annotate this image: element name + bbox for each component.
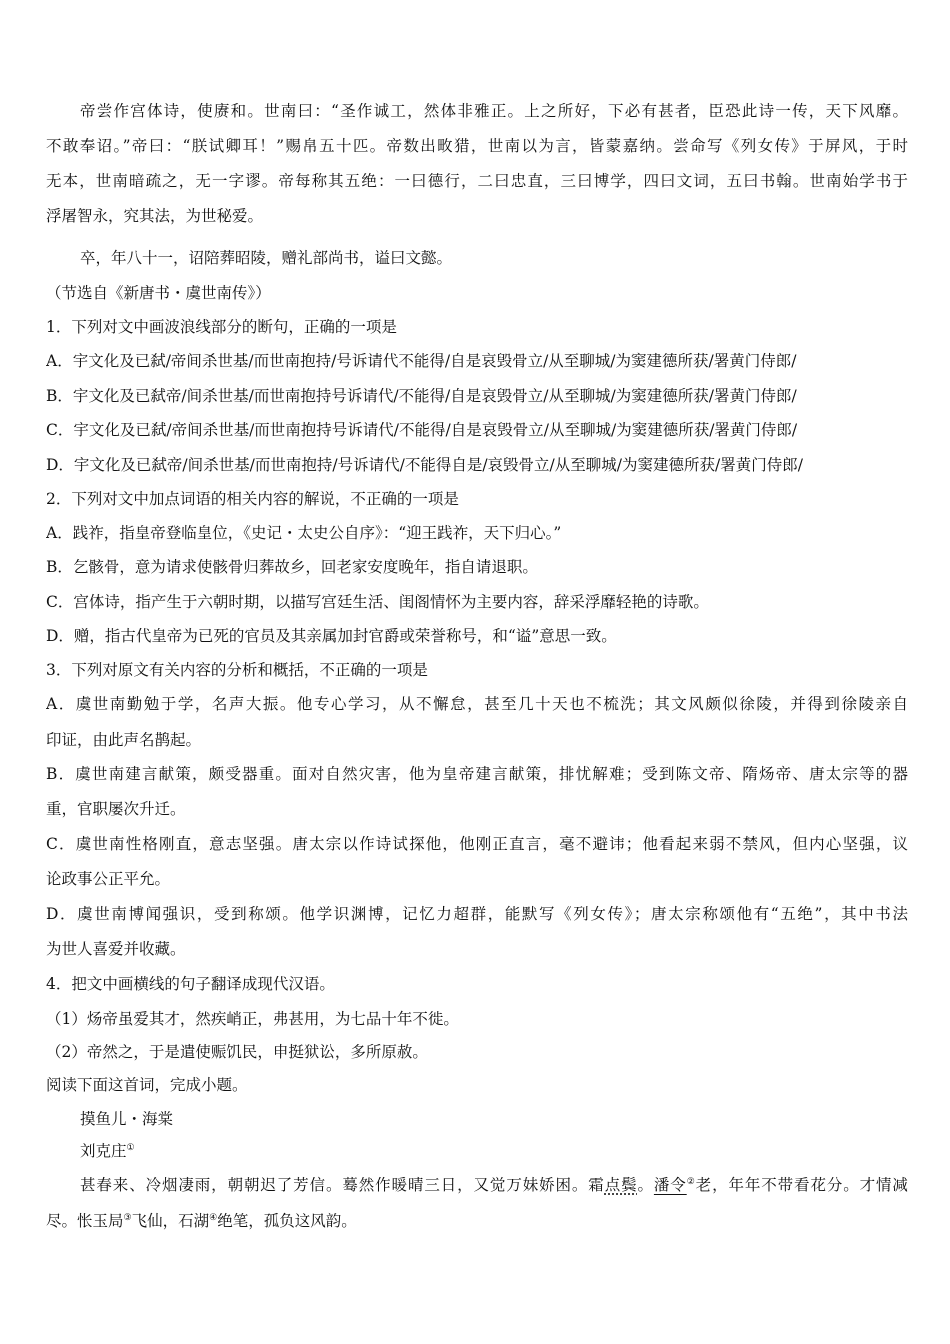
q1-option-c: C．宇文化及已弑/帝间杀世基/而世南抱持号诉请代/不能得/自是哀毁骨立/从至聊城/为窦建德所获/署黄门侍郎/ [46,421,798,439]
poem-text: 老，年年不带看花分。才情减 [695,1176,908,1194]
passage-source: （节选自《新唐书・虞世南传》） [46,284,271,302]
q2-option-d: D．赠，指古代皇帝为已死的官员及其亲属加封官爵或荣誉称号，和“谥”意思一致。 [46,627,617,645]
q1-option-a: A．宇文化及已弑/帝间杀世基/而世南抱持/号诉请代不能得/自是哀毁骨立/从至聊城/为窦建德所获/署黄门侍郎/ [46,352,797,370]
q3-option-a-cont: 印证，由此声名鹊起。 [46,731,202,749]
q3-option-a: A．虞世南勤勉于学，名声大振。他专心学习，从不懈怠，甚至几十天也不梳洗；其文风颇似徐陵，并得到徐陵亲自 [46,695,908,713]
footnote-mark: ① [126,1143,135,1153]
q4-sentence-2: （2）帝然之，于是遣使赈饥民，申挺狱讼，多所原赦。 [46,1043,428,1061]
question-stem: 1．下列对文中画波浪线部分的断句，正确的一项是 [46,318,397,336]
passage-line: 帝尝作宫体诗，使赓和。世南曰：“圣作诚工，然体非雅正。上之所好，下必有甚者，臣恐此诗一传，天下风靡。 [80,102,908,120]
q3-option-b-cont: 重，官职屡次升迁。 [46,800,186,818]
question-stem: 4．把文中画横线的句子翻译成现代汉语。 [46,975,335,993]
q3-option-c: C．虞世南性格刚直，意志坚强。唐太宗以作诗试探他，他刚正直言，毫不避讳；他看起来弱不禁风，但内心坚强，议 [46,835,908,853]
q2-option-c: C．宫体诗，指产生于六朝时期，以描写宫廷生活、闺阁情怀为主要内容，辞采浮靡轻艳的诗歌。 [46,593,709,611]
q3-option-b: B．虞世南建言献策，颇受器重。面对自然灾害，他为皇帝建言献策，排忧解难；受到陈文帝、隋炀帝、唐太宗等的器 [46,765,908,783]
q2-option-b: B．乞骸骨，意为请求使骸骨归葬故乡，回老家安度晚年，指自请退职。 [46,558,538,576]
poem-text: 尽。怅玉局 [46,1212,124,1230]
poem-intro: 阅读下面这首词，完成小题。 [46,1076,248,1094]
poem-author-name: 刘克庄 [80,1142,127,1160]
q3-option-d-cont: 为世人喜爱并收藏。 [46,940,186,958]
q3-option-d: D．虞世南博闻强识，受到称颂。他学识渊博，记忆力超群，能默写《列女传》；唐太宗称颂他有“五绝”，其中书法 [46,905,908,923]
q3-option-c-cont: 论政事公正平允。 [46,870,171,888]
footnote-mark: ② [686,1177,696,1187]
poem-line [80,1173,908,1197]
poem-text: 绝笔，孤负这风韵。 [217,1212,357,1230]
poem-text: 飞仙，石湖 [131,1212,210,1230]
q1-option-b: B．宇文化及已弑帝/间杀世基/而世南抱持号诉请代/不能得/自是哀毁骨立/从至聊城/为窦建德所获/署黄门侍郎/ [46,387,797,405]
footnote-mark: ③ [123,1213,132,1223]
underlined-word: 潘令 [653,1176,687,1194]
q4-sentence-1: （1）炀帝虽爱其才，然疾峭正，弗甚用，为七品十年不徙。 [46,1010,459,1028]
poem-author [80,1139,908,1163]
passage-line: 卒，年八十一，诏陪葬昭陵，赠礼部尚书，谥曰文懿。 [80,249,453,267]
footnote-mark: ④ [209,1213,218,1223]
q2-option-a: A．践祚，指皇帝登临皇位，《史记・太史公自序》：“迎王践祚，天下归心。” [46,524,562,542]
passage-line: 不敢奉诏。”帝曰：“朕试卿耳！”赐帛五十匹。帝数出畋猎，世南以为言，皆蒙嘉纳。尝命写《列女传》于屏风，于时 [46,137,908,155]
passage-line: 浮屠智永，究其法，为世秘爱。 [46,207,264,225]
poem-text: 甚春来、冷烟凄雨，朝朝迟了芳信。蓦然作暖晴三日，又觉万妹娇困。霜 [80,1176,605,1194]
poem-title: 摸鱼儿・海棠 [80,1110,174,1128]
passage-line: 无本，世南暗疏之，无一字谬。帝每称其五绝：一曰德行，二曰忠直，三曰博学，四曰文词，五曰书翰。世南始学书于 [46,172,908,190]
question-stem: 3．下列对原文有关内容的分析和概括，不正确的一项是 [46,661,428,679]
dotted-word: 点鬓 [604,1176,638,1194]
q1-option-d: D．宇文化及已弑帝/间杀世基/而世南抱持/号诉请代/不能得自是/哀毁骨立/从至聊城/为窦建德所获/署黄门侍郎/ [46,456,803,474]
poem-text: 。 [637,1176,654,1194]
poem-line [46,1209,908,1233]
question-stem: 2．下列对文中加点词语的相关内容的解说，不正确的一项是 [46,490,459,508]
